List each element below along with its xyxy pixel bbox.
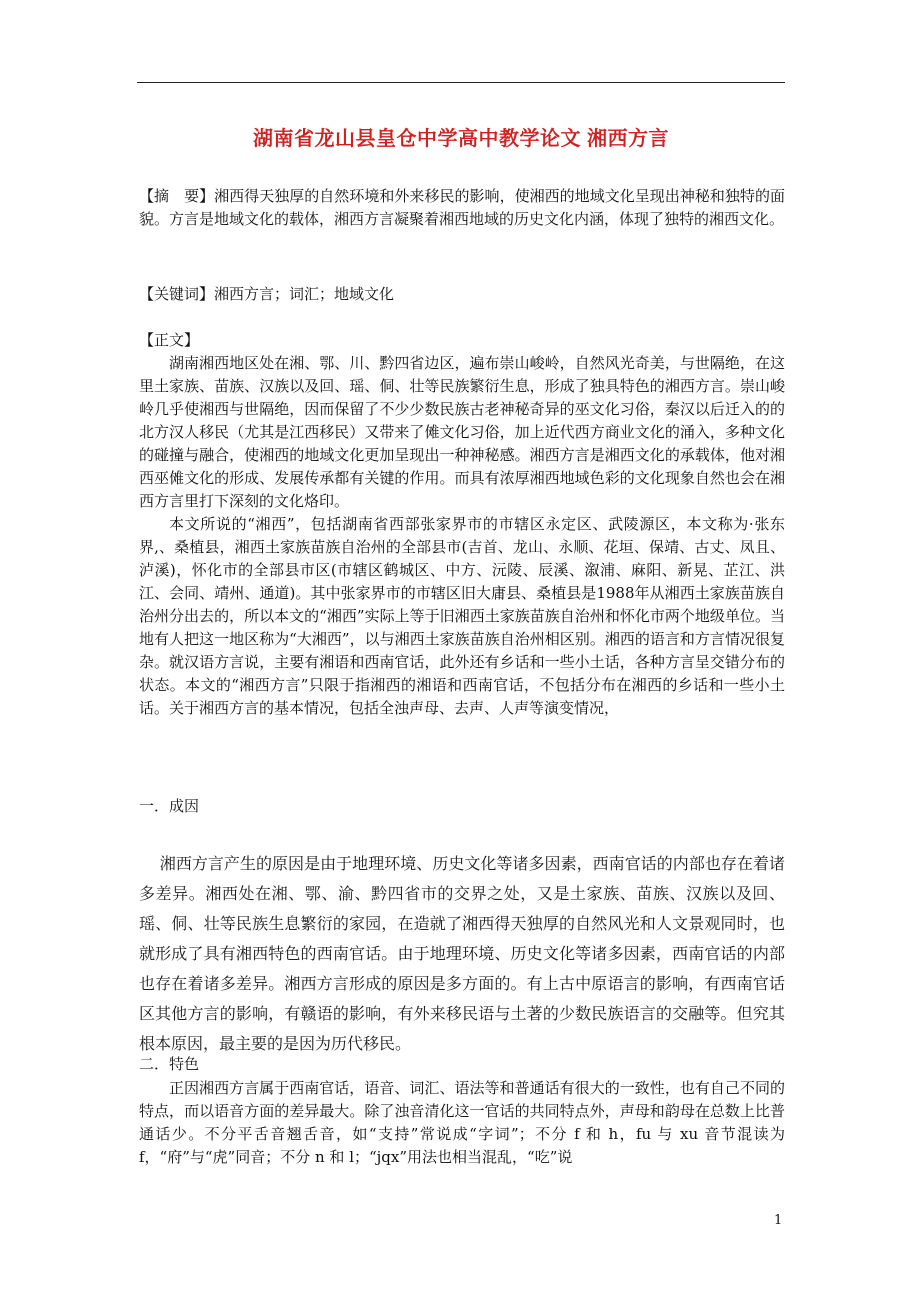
section-2-paragraph: 正因湘西方言属于西南官话，语音、词汇、语法等和普通话有很大的一致性，也有自己不同的特点，而以语音方面的差异最大。除了浊音清化这一官话的共同特点外，声母和韵母在总数上比普通话少。不分平舌音翘舌音，如“支持”常说成“字词”；不分 f 和 h，fu 与 xu 音节混读为 f，“府”与“虎”同音；不分 n 和 l；“jqx”用法也相当混乱，“吃”说 xyxy=(139,1079,785,1166)
keywords-label: 【关键词】 xyxy=(139,285,215,303)
page-number: 1 xyxy=(774,1213,783,1228)
keywords-paragraph xyxy=(139,283,785,306)
section-2-heading: 二．特色 xyxy=(139,1055,200,1073)
keywords-text: 湘西方言；词汇；地域文化 xyxy=(214,285,395,303)
body-paragraph-1: 湖南湘西地区处在湘、鄂、川、黔四省边区，遍布崇山峻岭，自然风光奇美，与世隔绝，在这里土家族、苗族、汉族以及回、瑶、侗、壮等民族繁衍生息，形成了独具特色的湘西方言。崇山峻岭几乎使湘西与世隔绝，因而保留了不少少数民族古老神秘奇异的巫文化习俗，秦汉以后迁入的的北方汉人移民（尤其是江西移民）又带来了傩文化习俗，加上近代西方商业文化的涌入，多种文化的碰撞与融合，使湘西的地域文化更加呈现出一种神秘感。湘西方言是湘西文化的承载体，他对湘西巫傩文化的形成、发展传承都有关键的作用。而具有浓厚湘西地域色彩的文化现象自然也会在湘西方言里打下深刻的文化烙印。 xyxy=(139,354,785,510)
abstract-paragraph xyxy=(139,185,785,231)
abstract-block xyxy=(139,185,785,231)
section-1-paragraph: 湘西方言产生的原因是由于地理环境、历史文化等诸多因素，西南官话的内部也存在着诸多差异。湘西处在湘、鄂、渝、黔四省市的交界之处，又是土家族、苗族、汉族以及回、瑶、侗、壮等民族生息繁衍的家园，在造就了湘西得天独厚的自然风光和人文景观同时，也就形成了具有湘西特色的西南官话。由于地理环境、历史文化等诸多因素，西南官话的内部也存在着诸多差异。湘西方言形成的原因是多方面的。有上古中原语言的影响，有西南官话区其他方言的影响，有赣语的影响，有外来移民语与土著的少数民族语言的交融等。但究其根本原因，最主要的是因为历代移民。 xyxy=(139,856,785,1053)
body-label: 【正文】 xyxy=(139,331,200,349)
section-1-image-text xyxy=(139,850,785,1060)
body-paragraph-2: 本文所说的“湘西”，包括湖南省西部张家界市的市辖区永定区、武陵源区，本文称为·张东界,、桑植县，湘西土家族苗族自治州的全部县市(吉首、龙山、永顺、花垣、保靖、古丈、凤且、泸溪)，怀化市的全部县市区(市辖区鹤城区、中方、沅陵、辰溪、溆浦、麻阳、新晃、芷江、洪江、会同、靖州、通道)。其中张家界市的市辖区旧大庸县、桑植县是1988年从湘西土家族苗族自治州分出去的，所以本文的“湘西”实际上等于旧湘西土家族苗族自治州和怀化市两个地级单位。当地有人把这一地区称为“大湘西”，以与湘西土家族苗族自治州相区别。湘西的语言和方言情况很复杂。就汉语方言说，主要有湘语和西南官话，此外还有乡话和一些小土话，各种方言呈交错分布的状态。本文的“湘西方言”只限于指湘西的湘语和西南官话，不包括分布在湘西的乡话和一些小土话。关于湘西方言的基本情况，包括全浊声母、去声、人声等演变情况， xyxy=(139,515,785,717)
abstract-text: 湘西得天独厚的自然环境和外来移民的影响，使湘西的地域文化呈现出神秘和独特的面貌。方言是地域文化的载体，湘西方言凝聚着湘西地域的历史文化内涵，体现了独特的湘西文化。 xyxy=(139,187,785,228)
section-1-heading: 一．成因 xyxy=(139,797,200,815)
keywords-block xyxy=(139,283,785,306)
header-rule xyxy=(137,82,785,83)
document-title: 湖南省龙山县皇仓中学高中教学论文 湘西方言 xyxy=(252,128,670,150)
body-block xyxy=(139,329,785,720)
section-2-block xyxy=(139,1077,785,1169)
abstract-label: 【摘 要】 xyxy=(139,187,215,205)
